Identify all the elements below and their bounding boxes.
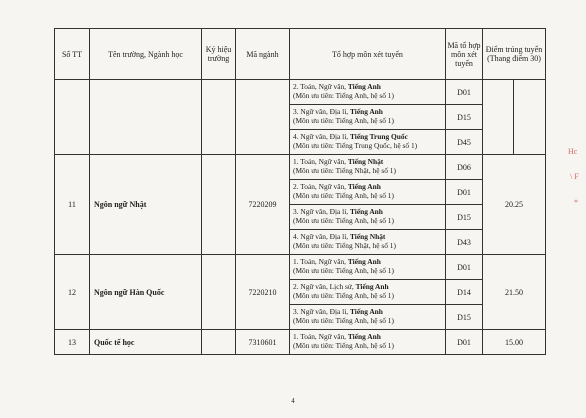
combo-code-cell: D01	[446, 180, 483, 205]
edge-mark-3: *	[574, 198, 578, 207]
combo-code-cell: D06	[446, 155, 483, 180]
symbol-cell	[202, 155, 236, 255]
combo-cell: 4. Ngữ văn, Địa lí, Tiếng Trung Quốc (Môn ưu tiên: Tiếng Trung Quốc, hệ số 1)	[290, 130, 446, 155]
combo-code-cell: D01	[446, 330, 483, 355]
combo-cell: 4. Ngữ văn, Địa lí, Tiếng Nhật (Môn ưu tiên: Tiếng Nhật, hệ số 1)	[290, 230, 446, 255]
combo-cell: 1. Toán, Ngữ văn, Tiếng Nhật (Môn ưu tiên: Tiếng Nhật, hệ số 1)	[290, 155, 446, 180]
header-combo: Tổ hợp môn xét tuyển	[290, 29, 446, 80]
table-body	[55, 80, 546, 355]
score-cell: 15.00	[483, 330, 546, 355]
combo-code-cell: D15	[446, 205, 483, 230]
header-score: Điểm trúng tuyển (Thang điểm 30)	[483, 29, 546, 80]
major-name-cell: Quốc tế học	[90, 330, 202, 355]
combo-cell: 3. Ngữ văn, Địa lí, Tiếng Anh (Môn ưu tiên: Tiếng Anh, hệ số 1)	[290, 305, 446, 330]
table-row	[55, 255, 546, 280]
combo-cell: 3. Ngữ văn, Địa lí, Tiếng Anh (Môn ưu tiên: Tiếng Anh, hệ số 1)	[290, 205, 446, 230]
page-number: 4	[291, 397, 295, 405]
header-code-symbol: Ký hiệu trường	[202, 29, 236, 80]
major-code-cell: 7220210	[236, 255, 290, 330]
score-cell-b	[514, 80, 546, 155]
header-stt: Số TT	[55, 29, 90, 80]
score-cell: 20.25	[483, 155, 546, 255]
combo-cell: 2. Toán, Ngữ văn, Tiếng Anh (Môn ưu tiên: Tiếng Anh, hệ số 1)	[290, 180, 446, 205]
symbol-cell	[202, 330, 236, 355]
combo-code-cell: D15	[446, 105, 483, 130]
combo-code-cell: D15	[446, 305, 483, 330]
table-row	[55, 330, 546, 355]
stt-cell: 11	[55, 155, 90, 255]
header-combo-code: Mã tổ hợp môn xét tuyển	[446, 29, 483, 80]
major-name-cell: Ngôn ngữ Nhật	[90, 155, 202, 255]
combo-code-cell: D14	[446, 280, 483, 305]
combo-cell: 1. Toán, Ngữ văn, Tiếng Anh (Môn ưu tiên: Tiếng Anh, hệ số 1)	[290, 255, 446, 280]
combo-code-cell: D01	[446, 80, 483, 105]
edge-mark-1: Hc	[568, 147, 578, 156]
combo-cell: 2. Ngữ văn, Lịch sử, Tiếng Anh (Môn ưu tiên: Tiếng Anh, hệ số 1)	[290, 280, 446, 305]
table-header-row	[55, 29, 546, 80]
table-row	[55, 80, 546, 105]
symbol-cell	[202, 255, 236, 330]
stt-cell: 13	[55, 330, 90, 355]
score-cell: 21.50	[483, 255, 546, 330]
header-major-code: Mã ngành	[236, 29, 290, 80]
symbol-cell	[202, 80, 236, 155]
combo-code-cell: D43	[446, 230, 483, 255]
edge-mark-2: \ F	[570, 172, 579, 181]
major-code-cell: 7310601	[236, 330, 290, 355]
combo-cell: 1. Toán, Ngữ văn, Tiếng Anh (Môn ưu tiên: Tiếng Anh, hệ số 1)	[290, 330, 446, 355]
major-name-cell: Ngôn ngữ Hàn Quốc	[90, 255, 202, 330]
stt-cell: 12	[55, 255, 90, 330]
combo-cell: 3. Ngữ văn, Địa lí, Tiếng Anh (Môn ưu tiên: Tiếng Anh, hệ số 1)	[290, 105, 446, 130]
name-cell	[90, 80, 202, 155]
combo-code-cell: D45	[446, 130, 483, 155]
table-row	[55, 155, 546, 180]
combo-code-cell: D01	[446, 255, 483, 280]
major-code-cell	[236, 80, 290, 155]
combo-cell: 2. Toán, Ngữ văn, Tiếng Anh (Môn ưu tiên: Tiếng Anh, hệ số 1)	[290, 80, 446, 105]
header-school: Tên trường, Ngành học	[90, 29, 202, 80]
major-code-cell: 7220209	[236, 155, 290, 255]
admission-score-table	[54, 28, 546, 355]
stt-cell	[55, 80, 90, 155]
score-cell-a	[483, 80, 514, 155]
